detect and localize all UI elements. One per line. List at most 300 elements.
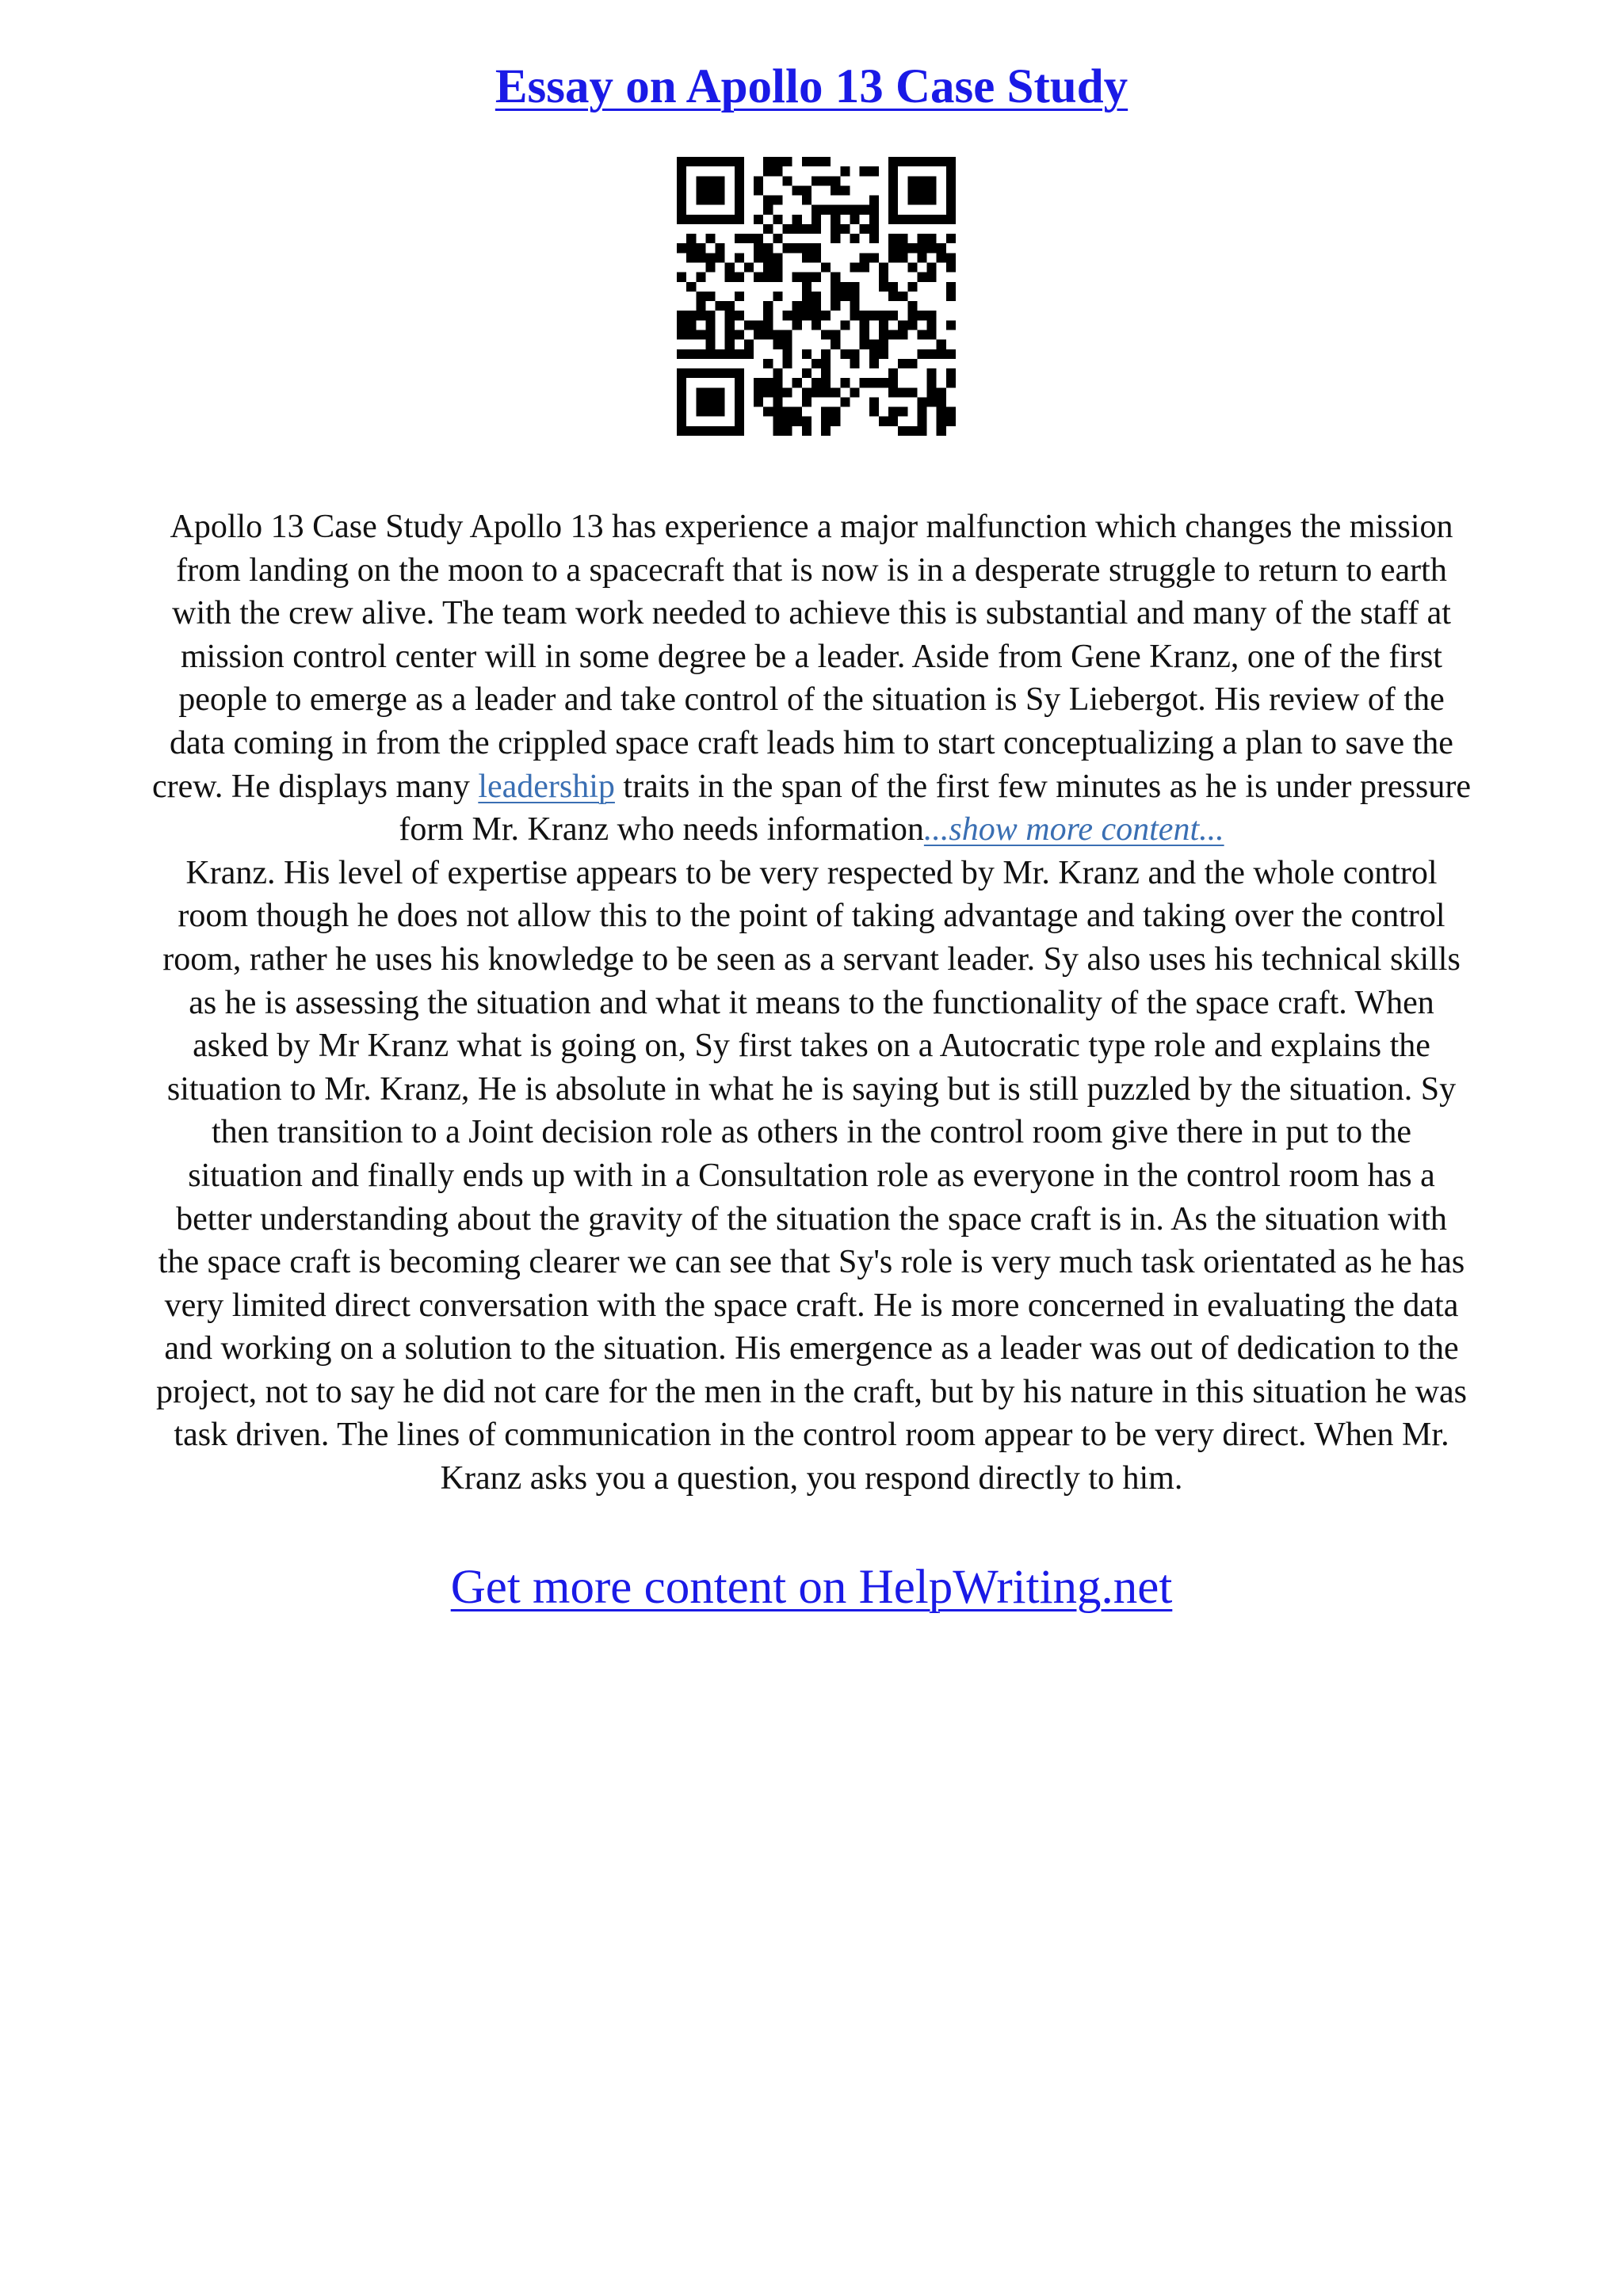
qr-module [773, 157, 782, 166]
qr-module [869, 205, 879, 215]
qr-module [677, 311, 686, 320]
qr-module [705, 176, 715, 185]
qr-module [696, 368, 705, 378]
qr-module [907, 263, 917, 273]
qr-module [735, 196, 744, 205]
essay-line: Kranz asks you a question, you respond directly to him. [440, 1460, 1183, 1497]
qr-module [783, 243, 792, 253]
essay-line-show-more [55, 808, 1568, 852]
qr-module [937, 157, 946, 166]
qr-module [937, 243, 946, 253]
qr-module [763, 243, 773, 253]
qr-module [907, 176, 917, 185]
qr-module [917, 215, 926, 224]
qr-module [907, 215, 917, 224]
qr-module [927, 215, 937, 224]
qr-module [888, 407, 898, 417]
qr-module [831, 292, 840, 301]
qr-module [705, 330, 715, 339]
show-more-link[interactable]: ...show more content... [923, 811, 1224, 849]
qr-module [696, 301, 705, 311]
get-more-content-link[interactable]: Get more content on HelpWriting.net [450, 1561, 1173, 1614]
essay-text: crew. He displays many [152, 768, 479, 805]
qr-module [860, 330, 869, 339]
qr-module [869, 407, 879, 417]
qr-module [735, 311, 744, 320]
qr-module [937, 340, 946, 349]
qr-module [888, 368, 898, 378]
qr-module [917, 330, 926, 339]
qr-module [773, 253, 782, 262]
qr-module [783, 330, 792, 339]
qr-module [907, 359, 917, 368]
qr-module [927, 243, 937, 253]
qr-module [879, 320, 888, 330]
qr-module [686, 426, 696, 436]
qr-module [735, 407, 744, 417]
qr-module [927, 330, 937, 339]
qr-module [802, 196, 812, 205]
essay-line: situation and finally ends up with in a Consultation role as everyone in the control room has a [188, 1157, 1435, 1194]
qr-module [686, 215, 696, 224]
qr-module [686, 330, 696, 339]
qr-module [907, 311, 917, 320]
essay-line: then transition to a Joint decision role as others in the control room give there in put to the [211, 1114, 1411, 1151]
qr-module [792, 417, 802, 426]
qr-module [725, 320, 735, 330]
qr-module [917, 253, 926, 262]
qr-module [888, 234, 898, 243]
qr-module [907, 282, 917, 292]
qr-module [735, 378, 744, 387]
qr-module [860, 263, 869, 273]
qr-module [917, 407, 926, 417]
qr-module [735, 176, 744, 185]
qr-module [812, 311, 821, 320]
qr-module [686, 282, 696, 292]
qr-module [937, 417, 946, 426]
qr-module [879, 340, 888, 349]
qr-module [888, 330, 898, 339]
qr-module [677, 320, 686, 330]
qr-module [686, 349, 696, 359]
qr-module [735, 330, 744, 339]
qr-module [898, 320, 907, 330]
qr-module [773, 426, 782, 436]
qr-module [917, 417, 926, 426]
qr-module [946, 166, 956, 176]
qr-module [831, 417, 840, 426]
qr-module [744, 263, 754, 273]
qr-module [705, 157, 715, 166]
qr-module [850, 292, 859, 301]
qr-module [946, 368, 956, 378]
qr-module [735, 185, 744, 195]
qr-module [927, 368, 937, 378]
qr-module [716, 157, 725, 166]
qr-module [869, 215, 879, 224]
qr-module [888, 417, 898, 426]
qr-module [927, 176, 937, 185]
qr-module [869, 234, 879, 243]
qr-module [763, 263, 773, 273]
qr-module [725, 349, 735, 359]
qr-module [716, 253, 725, 262]
qr-module [879, 417, 888, 426]
qr-module [754, 176, 763, 185]
qr-module [812, 301, 821, 311]
qr-module [705, 340, 715, 349]
qr-module [735, 273, 744, 282]
qr-module [773, 397, 782, 406]
qr-module [705, 349, 715, 359]
qr-module [773, 273, 782, 282]
qr-module [716, 196, 725, 205]
essay-line: room though he does not allow this to the point of taking advantage and taking over the control [178, 898, 1445, 935]
qr-module [677, 349, 686, 359]
qr-module [677, 397, 686, 406]
qr-module [831, 340, 840, 349]
qr-module [716, 426, 725, 436]
qr-module [686, 234, 696, 243]
qr-module [744, 320, 754, 330]
qr-module [888, 378, 898, 387]
qr-module [725, 368, 735, 378]
qr-module [879, 349, 888, 359]
qr-module [763, 205, 773, 215]
qr-module [821, 176, 831, 185]
qr-module [773, 387, 782, 397]
qr-module [927, 196, 937, 205]
qr-module [763, 196, 773, 205]
qr-module [927, 387, 937, 397]
qr-module [937, 387, 946, 397]
qr-module [677, 215, 686, 224]
qr-module [802, 273, 812, 282]
qr-module [705, 311, 715, 320]
qr-module [754, 243, 763, 253]
qr-module [898, 407, 907, 417]
leadership-link[interactable]: leadership [478, 768, 615, 805]
qr-module [898, 292, 907, 301]
qr-module [831, 282, 840, 292]
qr-module [812, 157, 821, 166]
qr-module [946, 234, 956, 243]
qr-module [763, 407, 773, 417]
qr-module [773, 263, 782, 273]
qr-module [840, 320, 850, 330]
qr-module [937, 407, 946, 417]
qr-module [840, 205, 850, 215]
qr-module [831, 205, 840, 215]
qr-module [696, 387, 705, 397]
qr-module [696, 330, 705, 339]
qr-module [696, 273, 705, 282]
qr-module [735, 426, 744, 436]
qr-module [946, 282, 956, 292]
qr-module [677, 368, 686, 378]
qr-module [840, 185, 850, 195]
qr-module [946, 215, 956, 224]
qr-module [831, 330, 840, 339]
qr-module [937, 397, 946, 406]
qr-module [802, 426, 812, 436]
qr-module [946, 196, 956, 205]
qr-module [821, 205, 831, 215]
qr-module [754, 253, 763, 262]
qr-module [725, 157, 735, 166]
qr-module [850, 234, 859, 243]
essay-line: with the crew alive. The team work needed to achieve this is substantial and many of the staff at [172, 595, 1451, 632]
qr-module [716, 387, 725, 397]
essay-line: asked by Mr Kranz what is going on, Sy first takes on a Autocratic type role and explains the [193, 1028, 1430, 1065]
qr-module [705, 320, 715, 330]
qr-module [802, 387, 812, 397]
qr-module [696, 253, 705, 262]
qr-module [869, 397, 879, 406]
qr-module [937, 426, 946, 436]
qr-module [677, 205, 686, 215]
qr-module [917, 311, 926, 320]
qr-module [917, 243, 926, 253]
qr-module [705, 292, 715, 301]
qr-module [927, 273, 937, 282]
page-title[interactable]: Essay on Apollo 13 Case Study [495, 60, 1128, 113]
qr-module [898, 387, 907, 397]
essay-line: Kranz. His level of expertise appears to be very respected by Mr. Kranz and the whole control [185, 854, 1438, 891]
qr-module [917, 185, 926, 195]
qr-module [763, 320, 773, 330]
qr-module [792, 224, 802, 234]
qr-module [831, 273, 840, 282]
qr-module [716, 368, 725, 378]
qr-module [735, 292, 744, 301]
qr-module [686, 320, 696, 330]
qr-module [705, 234, 715, 243]
qr-module [812, 320, 821, 330]
qr-module [888, 157, 898, 166]
qr-module [754, 273, 763, 282]
qr-module [888, 185, 898, 195]
qr-module [783, 311, 792, 320]
qr-module [744, 234, 754, 243]
qr-module [735, 234, 744, 243]
qr-module [821, 407, 831, 417]
qr-module [937, 349, 946, 359]
qr-module [879, 282, 888, 292]
qr-module [705, 407, 715, 417]
qr-module [744, 340, 754, 349]
qr-module [773, 417, 782, 426]
qr-module [792, 243, 802, 253]
qr-module [812, 253, 821, 262]
qr-module [879, 273, 888, 282]
qr-module [802, 292, 812, 301]
qr-module [888, 311, 898, 320]
qr-module [879, 311, 888, 320]
essay-line: and working on a solution to the situation. His emergence as a leader was out of dedication to the [164, 1330, 1459, 1367]
qr-module [705, 185, 715, 195]
qr-module [927, 349, 937, 359]
qr-module [831, 224, 840, 234]
qr-module [946, 292, 956, 301]
qr-module [744, 349, 754, 359]
qr-module [773, 378, 782, 387]
qr-module [860, 205, 869, 215]
qr-module [946, 253, 956, 262]
qr-module [946, 417, 956, 426]
essay-body [55, 505, 1568, 1501]
qr-module [869, 166, 879, 176]
qr-module [917, 349, 926, 359]
qr-module [705, 387, 715, 397]
qr-module [677, 196, 686, 205]
essay-line: project, not to say he did not care for the men in the craft, but by his nature in this situation he was [156, 1373, 1467, 1410]
qr-module [821, 378, 831, 387]
qr-module [888, 282, 898, 292]
qr-module [860, 166, 869, 176]
qr-module [705, 196, 715, 205]
qr-module [696, 243, 705, 253]
qr-module [677, 273, 686, 282]
qr-module [927, 185, 937, 195]
qr-module [840, 166, 850, 176]
qr-module [812, 387, 821, 397]
qr-module [946, 176, 956, 185]
qr-module [696, 157, 705, 166]
qr-module [821, 263, 831, 273]
qr-module [705, 263, 715, 273]
qr-module [735, 253, 744, 262]
qr-module [860, 320, 869, 330]
essay-line: the space craft is becoming clearer we can see that Sy's role is very much task orientated as he has [158, 1244, 1465, 1281]
qr-module [773, 196, 782, 205]
qr-module [917, 157, 926, 166]
qr-module [812, 273, 821, 282]
essay-line: better understanding about the gravity of the situation the space craft is in. As the situation with [176, 1200, 1447, 1238]
qr-module [802, 243, 812, 253]
qr-module [783, 340, 792, 349]
qr-module [812, 292, 821, 301]
qr-module [696, 311, 705, 320]
qr-module [686, 157, 696, 166]
qr-module [821, 426, 831, 436]
qr-module [898, 253, 907, 262]
essay-line: Apollo 13 Case Study Apollo 13 has experience a major malfunction which changes the mission [170, 509, 1453, 545]
qr-module [677, 426, 686, 436]
qr-module [677, 387, 686, 397]
qr-module [792, 320, 802, 330]
qr-module [716, 301, 725, 311]
qr-module [850, 349, 859, 359]
qr-module [696, 292, 705, 301]
qr-module [754, 387, 763, 397]
qr-module [725, 311, 735, 320]
qr-module [869, 253, 879, 262]
qr-module [869, 224, 879, 234]
qr-module [937, 253, 946, 262]
qr-module [831, 387, 840, 397]
qr-module [735, 166, 744, 176]
qr-module [677, 417, 686, 426]
qr-module [773, 368, 782, 378]
qr-module [927, 378, 937, 387]
qr-module [754, 234, 763, 243]
qr-module [860, 378, 869, 387]
qr-module [917, 176, 926, 185]
qr-module [802, 185, 812, 195]
qr-module [783, 387, 792, 397]
qr-module [716, 176, 725, 185]
essay-line-with-link [55, 765, 1568, 809]
qr-module [773, 407, 782, 417]
qr-module [735, 368, 744, 378]
qr-module [716, 397, 725, 406]
qr-module [869, 349, 879, 359]
qr-module [821, 387, 831, 397]
qr-module [831, 176, 840, 185]
qr-module [802, 224, 812, 234]
qr-module [812, 378, 821, 387]
qr-module [831, 234, 840, 243]
qr-module [946, 320, 956, 330]
qr-module [946, 378, 956, 387]
qr-module [946, 407, 956, 417]
essay-line: data coming in from the crippled space craft leads him to start conceptualizing a plan to save the [170, 724, 1453, 761]
qr-module [792, 215, 802, 224]
qr-module [860, 311, 869, 320]
qr-module [879, 330, 888, 339]
qr-module [783, 417, 792, 426]
qr-module [840, 349, 850, 359]
qr-module [725, 426, 735, 436]
qr-module [763, 330, 773, 339]
qr-module [850, 301, 859, 311]
qr-module [763, 224, 773, 234]
qr-module [763, 378, 773, 387]
qr-module [705, 397, 715, 406]
qr-module [735, 387, 744, 397]
qr-module [821, 349, 831, 359]
qr-module [725, 263, 735, 273]
qr-module [735, 205, 744, 215]
qr-module [831, 407, 840, 417]
qr-module [821, 359, 831, 368]
qr-module [917, 234, 926, 243]
qr-module [783, 349, 792, 359]
qr-module [898, 426, 907, 436]
qr-module [840, 378, 850, 387]
qr-module [725, 340, 735, 349]
qr-module [802, 282, 812, 292]
qr-module [802, 417, 812, 426]
qr-module [735, 215, 744, 224]
qr-module [850, 205, 859, 215]
qr-module [888, 166, 898, 176]
qr-module [946, 157, 956, 166]
qr-module [907, 196, 917, 205]
qr-module [850, 311, 859, 320]
qr-module [821, 330, 831, 339]
qr-module [705, 253, 715, 262]
qr-module [735, 157, 744, 166]
qr-module [792, 185, 802, 195]
qr-module [802, 397, 812, 406]
qr-module [869, 340, 879, 349]
qr-module [907, 185, 917, 195]
qr-module [821, 311, 831, 320]
qr-module [754, 320, 763, 330]
